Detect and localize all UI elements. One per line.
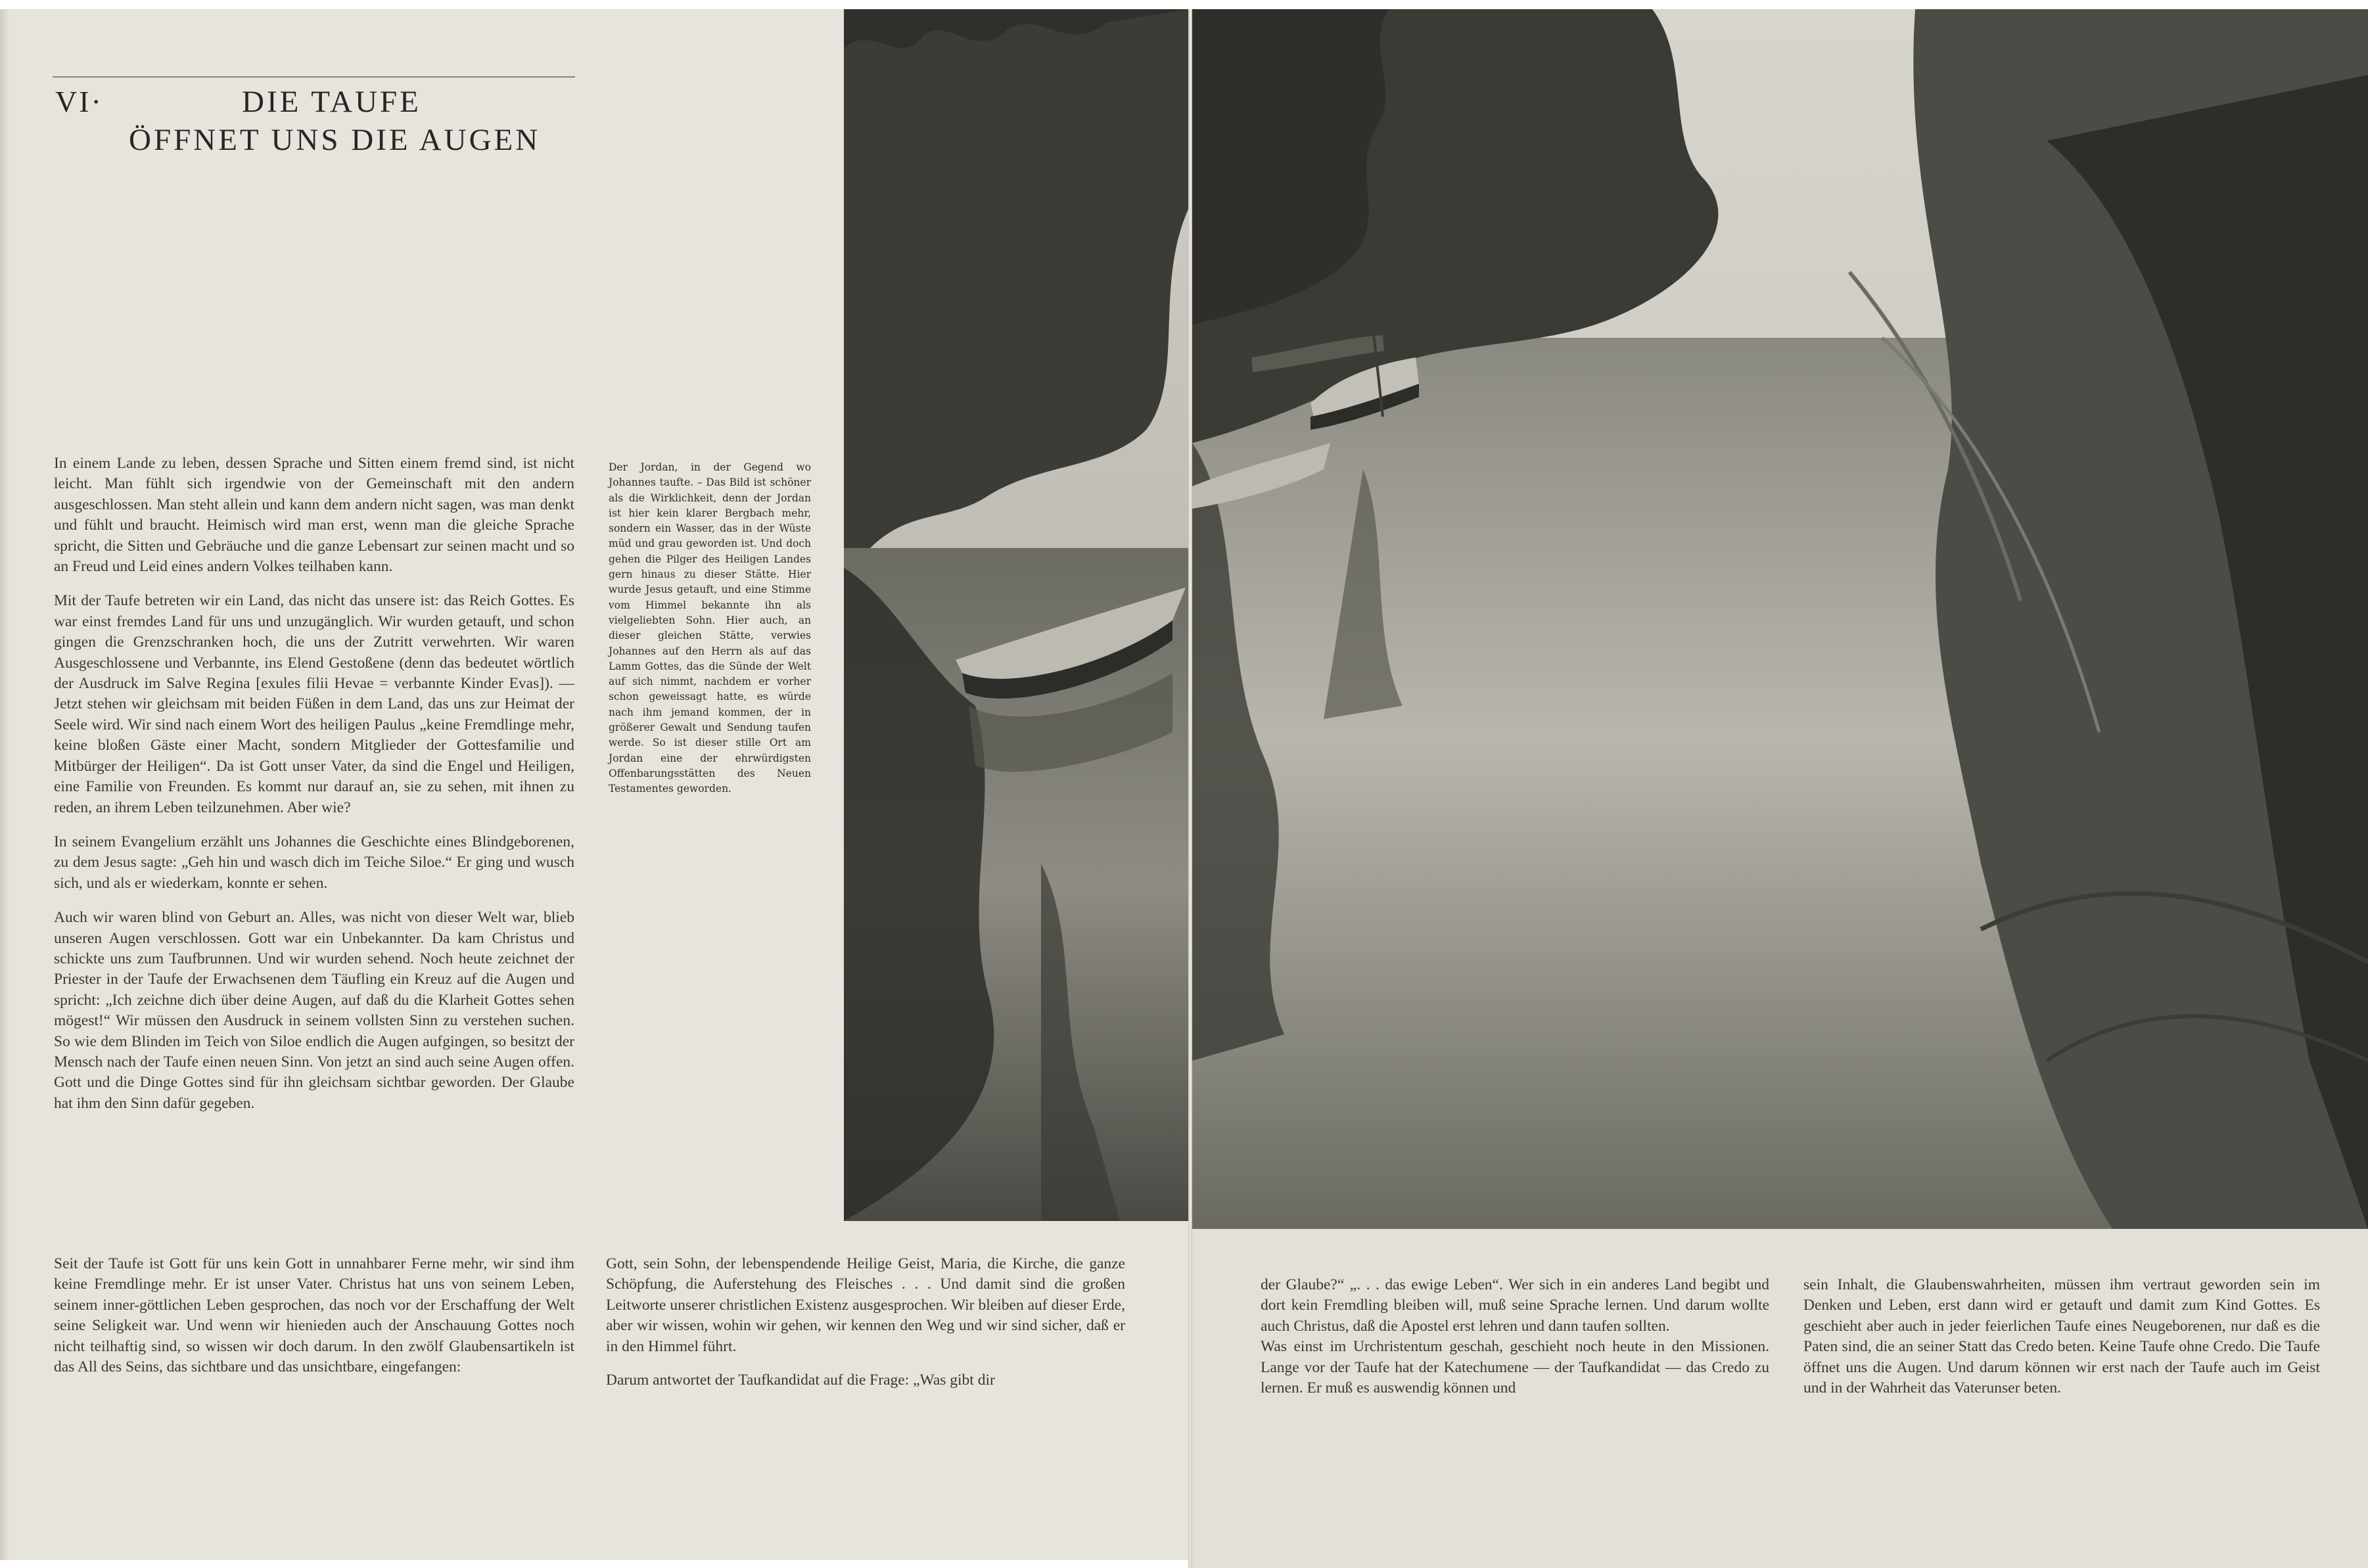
paragraph: Auch wir waren blind von Geburt an. Alles, was nicht von dieser Welt war, blieb unseren Augen verschlossen. Gott war ein Unbekannter. Da kam Christus und schickte uns zum Taufbrunnen. Und wir wurden sehend. Noch heute zeichnet der Priester in der Taufe der Erwachsenen dem Täufling ein Kreuz auf die Augen und spricht: „Ich zeichne dich über deine Augen, auf daß du die Klarheit Gottes sehen mögest!“ Wir müssen den Ausdruck in seinem vollsten Sinn zu verstehen suchen. So wie dem Blinden im Teich von Siloe endlich die Augen aufgingen, so besitzt der Mensch nach der Taufe einen neuen Sinn. Von jetzt an sind auch seine Augen offen. Gott und die Dinge Gottes sind für ihn gleichsam sichtbar geworden. Der Glaube hat ihm den Sinn dafür gegeben.	[54, 909, 574, 1112]
paragraph: sein Inhalt, die Glaubenswahrheiten, müssen ihm vertraut geworden sein im Denken und Leben, erst dann wird er getauft und damit zum Kind Gottes. Es geschieht aber auch in jeder feierlichen Taufe eines Neugeborenen, nur daß es die Paten sind, die an seiner Statt das Credo beten. Keine Taufe ohne Credo. Die Taufe öffnet uns die Augen. Und darum können wir erst nach der Taufe auch im Geist und in der Wahrheit das Vaterunser beten.	[1803, 1276, 2320, 1397]
river-photo-left	[844, 9, 1190, 1221]
article-column-bottom-left	[54, 1254, 574, 1391]
paragraph: Gott, sein Sohn, der lebenspendende Heilige Geist, Maria, die Kirche, die ganze Schöpfung, die Auferstehung des Fleisches . . . Und damit sind die großen Leitworte unserer christlichen Existenz ausgesprochen. Wir bleiben auf dieser Erde, aber wir wissen, wohin wir gehen, wir kennen den Weg und wir sind sicher, daß er in den Himmel führt.	[606, 1255, 1125, 1355]
paragraph: Mit der Taufe betreten wir ein Land, das nicht das unsere ist: das Reich Gottes. Es war einst fremdes Land für uns und unzugänglich. Wir wurden getauft, und schon gingen die Grenzschranken hoch, die uns der Zutritt verwehrten. Wir waren Ausgeschlossene und Verbannte, ins Elend Gestoßene (denn das bedeutet wörtlich der Ausdruck im Salve Regina [exules filii Hevae = verbannte Kinder Evas]). — Jetzt stehen wir gleichsam mit beiden Füßen in dem Land, das uns zur Heimat der Seele wird. Wir sind nach einem Wort des heiligen Paulus „keine Fremdlinge mehr, keine bloßen Gäste einer Macht, sondern Mitglieder der Gottesfamilie und Mitbürger der Heiligen“. Da ist Gott unser Vater, da sind die Engel und Heiligen, eine Familie von Freunden. Es kommt nur darauf an, sie zu sehen, mit ihnen zu reden, an ihrem Leben teilzunehmen. Aber wie?	[54, 592, 574, 816]
paragraph: Darum antwortet der Taufkandidat auf die Frage: „Was gibt dir	[606, 1372, 995, 1389]
title-rule	[53, 76, 575, 78]
article-column-bottom-middle	[606, 1254, 1125, 1404]
caption-text: Der Jordan, in der Gegend wo Johannes taufte. – Das Bild ist schöner als die Wirklichkeit, denn der Jordan ist hier kein klarer Bergbach mehr, sondern ein Wasser, das in der Wüste müd und grau geworden ist. Und doch gehen die Pilger des Heiligen Landes gern hinaus zu dieser Stätte. Hier wurde Jesus getauft, und eine Stimme vom Himmel bekannte ihn als vielgeliebten Sohn. Hier auch, an dieser gleichen Stätte, verwies Johannes auf den Herrn als auf das Lamm Gottes, das die Sünde der Welt auf sich nimmt, nachdem er vorher schon geweissagt hatte, es würde nach ihm jemand kommen, der in größerer Gewalt und Sendung taufen werde. So ist dieser stille Ort am Jordan eine der ehrwürdigsten Offenbarungsstätten des Neuen Testamentes geworden.	[609, 461, 811, 795]
paragraph: In einem Lande zu leben, dessen Sprache und Sitten einem fremd sind, ist nicht leicht. Man fühlt sich irgendwie von der Gemeinschaft mit den andern ausgeschlossen. Man steht allein und kann dem andern nicht sagen, was man denkt und fühlt und braucht. Heimisch wird man erst, wenn man die gleiche Sprache spricht, die Sitten und Gebräuche und die ganze Lebensart zur seinen macht und so an Freud und Leid eines andern Volkes teilhaben kann.	[54, 455, 574, 576]
page-gutter	[1188, 9, 1192, 1568]
page-title-line2: ÖFFNET UNS DIE AUGEN	[129, 123, 541, 157]
river-photo-right-image	[1192, 9, 2368, 1229]
paragraph: In seinem Evangelium erzählt uns Johannes die Geschichte eines Blindgeborenen, zu dem Jesus sagte: „Geh hin und wasch dich im Teiche Siloe.“ Er ging und wusch sich, und als er wiederkam, konnte er sehen.	[54, 833, 574, 892]
article-column-right-2	[1803, 1275, 2320, 1412]
page-title-line1: DIE TAUFE	[242, 85, 421, 119]
photo-caption	[609, 460, 811, 810]
river-photo-left-image	[844, 9, 1190, 1221]
river-photo-right	[1192, 9, 2368, 1229]
paragraph: Seit der Taufe ist Gott für uns kein Gott in unnahbarer Ferne mehr, wir sind ihm keine Fremdlinge mehr. Er ist unser Vater. Christus hat uns von seinem Leben, seinem inner-göttlichen Leben gesprochen, das noch vor der Erschaffung der Welt seine Seligkeit war. Und wenn wir hienieden auch der Anschauung Gottes noch nicht teilhaftig sind, so wissen wir doch darum. In den zwölf Glaubensartikeln ist das All des Seins, das sichtbare und das unsichtbare, eingefangen:	[54, 1255, 574, 1376]
paragraph: Was einst im Urchristentum geschah, geschieht noch heute in den Missionen. Lange vor der Taufe hat der Katechumene — der Taufkandidat — das Credo zu lernen. Er muß es auswendig können und	[1261, 1338, 1769, 1397]
article-column-main	[54, 453, 574, 1128]
article-column-right-1	[1261, 1275, 1769, 1412]
chapter-number: VI·	[55, 85, 103, 118]
paragraph: der Glaube?“ „. . . das ewige Leben“. Wer sich in ein anderes Land begibt und dort kein Fremdling bleiben will, muß seine Sprache lernen. Und darum wollte auch Christus, daß die Apostel erst lehren und dann taufen sollten.	[1261, 1276, 1769, 1335]
page-edge-shadow	[0, 9, 9, 1560]
